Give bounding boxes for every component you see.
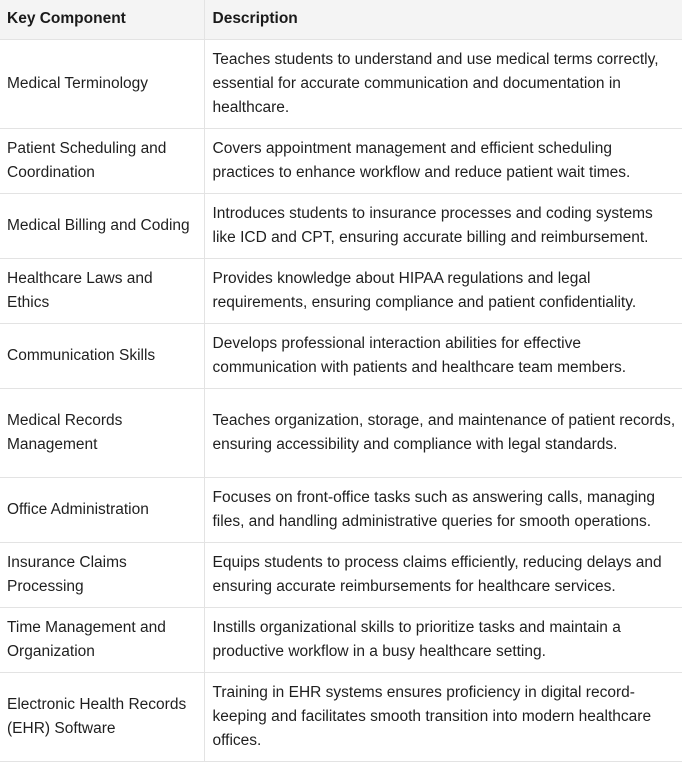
component-cell: Insurance Claims Processing — [0, 542, 204, 607]
description-cell: Training in EHR systems ensures proficiency in digital record-keeping and facilitates smooth transition into modern healthcare offices. — [204, 672, 682, 761]
component-cell: Patient Scheduling and Coordination — [0, 128, 204, 193]
description-cell: Teaches organization, storage, and maintenance of patient records, ensuring accessibility and compliance with legal standards. — [204, 388, 682, 477]
table-row — [0, 323, 682, 388]
table-row — [0, 607, 682, 672]
component-cell: Medical Records Management — [0, 388, 204, 477]
component-cell: Office Administration — [0, 477, 204, 542]
description-cell: Equips students to process claims efficiently, reducing delays and ensuring accurate reimbursements for healthcare services. — [204, 542, 682, 607]
component-cell: Healthcare Laws and Ethics — [0, 258, 204, 323]
table-row — [0, 39, 682, 128]
table-row — [0, 193, 682, 258]
component-cell: Communication Skills — [0, 323, 204, 388]
table-row — [0, 388, 682, 477]
description-cell: Instills organizational skills to prioritize tasks and maintain a productive workflow in a busy healthcare setting. — [204, 607, 682, 672]
table-row — [0, 258, 682, 323]
description-cell: Develops professional interaction abilities for effective communication with patients and healthcare team members. — [204, 323, 682, 388]
description-cell: Focuses on front-office tasks such as answering calls, managing files, and handling administrative queries for smooth operations. — [204, 477, 682, 542]
table-header — [0, 0, 682, 39]
description-cell: Introduces students to insurance processes and coding systems like ICD and CPT, ensuring accurate billing and reimbursement. — [204, 193, 682, 258]
component-cell: Electronic Health Records (EHR) Software — [0, 672, 204, 761]
table-row — [0, 128, 682, 193]
table-row — [0, 477, 682, 542]
description-cell: Covers appointment management and efficient scheduling practices to enhance workflow and reduce patient wait times. — [204, 128, 682, 193]
header-description: Description — [204, 0, 682, 39]
description-cell: Teaches students to understand and use medical terms correctly, essential for accurate communication and documentation in healthcare. — [204, 39, 682, 128]
component-cell: Medical Terminology — [0, 39, 204, 128]
header-key-component: Key Component — [0, 0, 204, 39]
table-body — [0, 39, 682, 761]
description-cell: Provides knowledge about HIPAA regulations and legal requirements, ensuring compliance and patient confidentiality. — [204, 258, 682, 323]
component-cell: Time Management and Organization — [0, 607, 204, 672]
header-row — [0, 0, 682, 39]
table-row — [0, 542, 682, 607]
component-cell: Medical Billing and Coding — [0, 193, 204, 258]
table-row — [0, 672, 682, 761]
